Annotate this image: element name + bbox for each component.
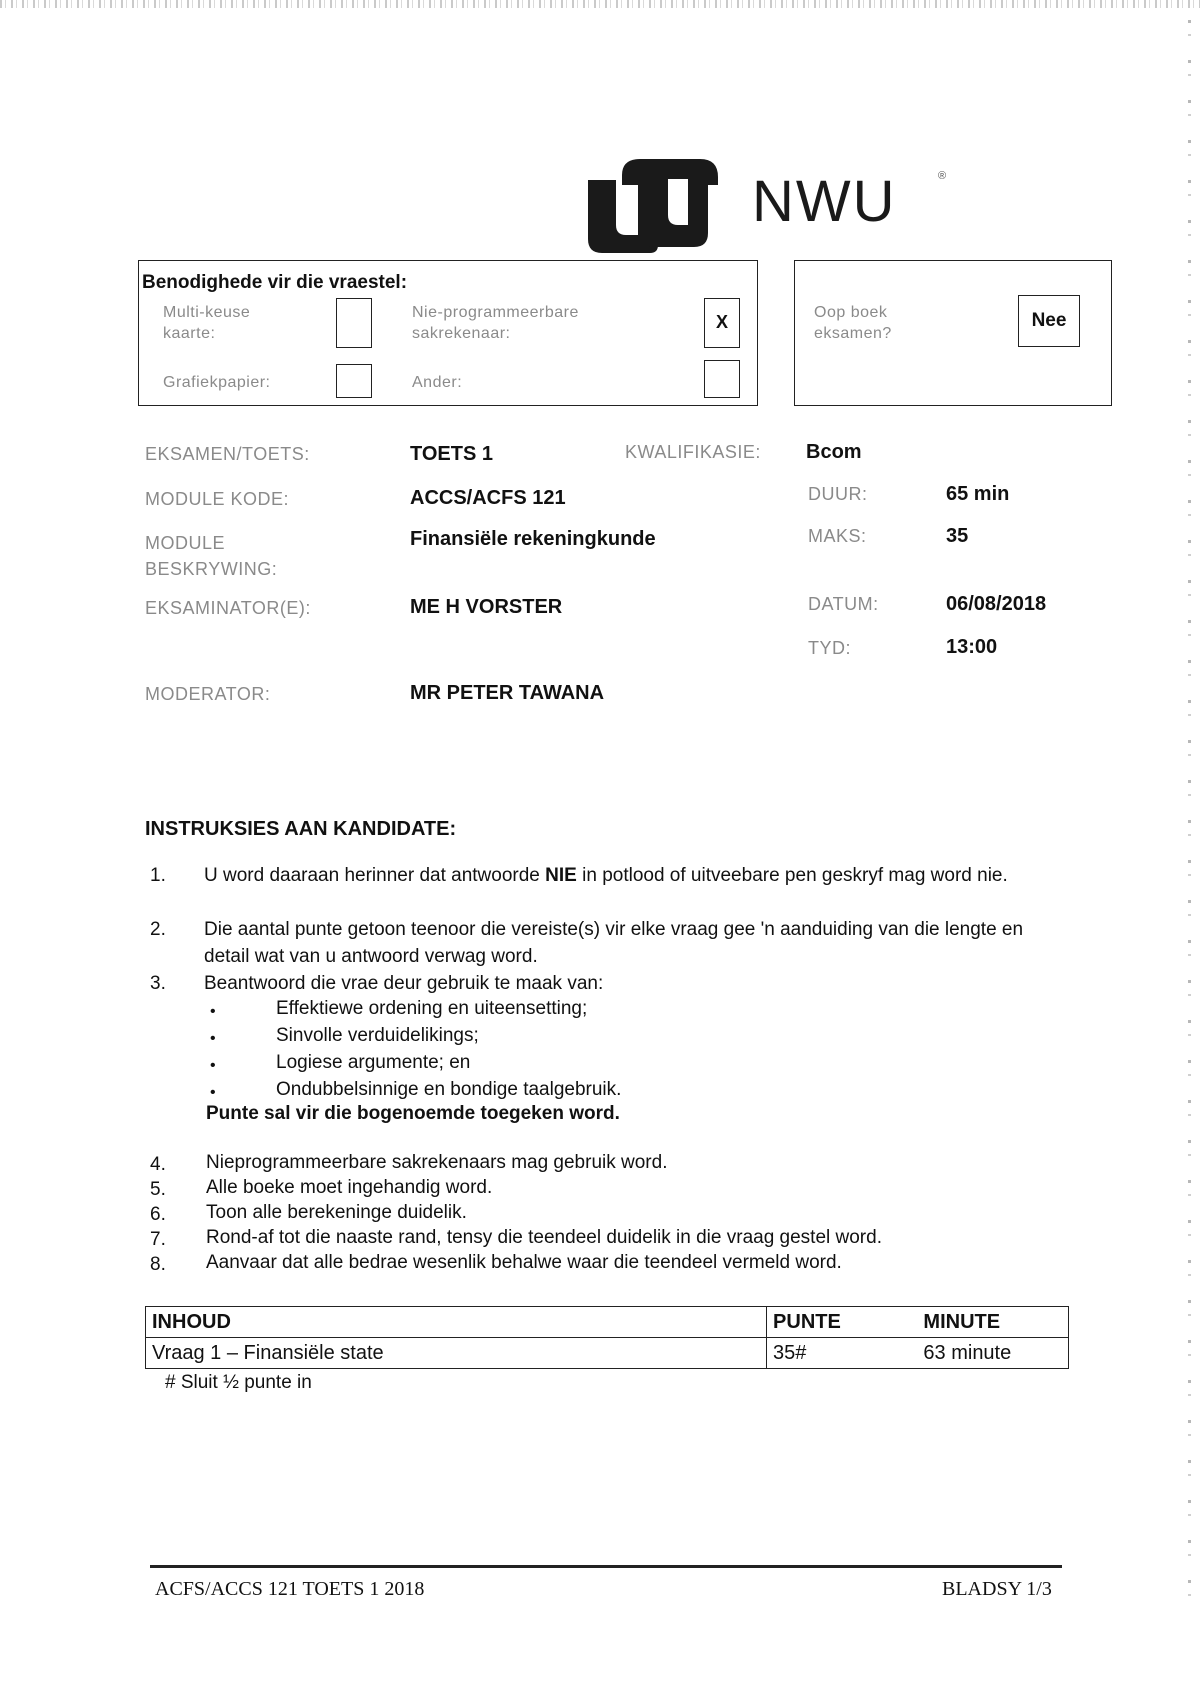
row-minutes: 63 minute	[917, 1338, 1068, 1369]
req-label-other: Ander:	[412, 374, 463, 391]
requirements-title: Benodighede vir die vraestel:	[142, 272, 408, 293]
not-emphasis: NIE	[545, 865, 577, 886]
instruction-item-1: U word daaraan herinner dat antwoorde NIE in potlood of uitveebare pen geskryf mag word nie.	[204, 865, 1008, 886]
exam-label: EKSAMEN/TOETS:	[145, 444, 310, 464]
instruction-item-8: Aanvaar dat alle bedrae wesenlik behalwe waar die teendeel vermeld word.	[206, 1252, 842, 1273]
req-label-graph-paper: Grafiekpapier:	[163, 374, 271, 391]
checkbox-calculator[interactable]: X	[704, 298, 740, 348]
instruction-item-6: Toon alle berekeninge duidelik.	[206, 1202, 467, 1223]
time-value: 13:00	[946, 636, 998, 658]
logo-text: NWU	[752, 169, 897, 234]
open-book-value: Nee	[1018, 295, 1080, 347]
registered-mark: ®	[938, 170, 947, 182]
scan-noise-right	[1188, 20, 1191, 1620]
instruction-item-7: Rond-af tot die naaste rand, tensy die teendeel duidelik in die vraag gestel word.	[206, 1227, 882, 1248]
moderator-value: MR PETER TAWANA	[410, 682, 605, 704]
instruction-item-3: Beantwoord die vrae deur gebruik te maak van:	[204, 973, 604, 994]
item-3-number: 3.	[150, 973, 166, 994]
bullet-note: Punte sal vir die bogenoemde toegeken word.	[206, 1103, 620, 1124]
instructions-title: INSTRUKSIES AAN KANDIDATE:	[145, 818, 457, 840]
examiner-value: ME H VORSTER	[410, 596, 563, 618]
req-label-calculator: Nie-programmeerbare sakrekenaar:	[412, 304, 579, 342]
footer-divider	[150, 1565, 1062, 1568]
checkbox-multiple-choice[interactable]	[336, 298, 372, 348]
item-1-number: 1.	[150, 865, 166, 886]
item-7-number: 7.	[150, 1229, 166, 1250]
item-2-number: 2.	[150, 919, 166, 940]
bullet-icon: •	[210, 1030, 216, 1047]
marks-label: MAKS:	[808, 526, 867, 546]
table-row	[146, 1338, 1069, 1369]
row-content: Vraag 1 – Finansiële state	[146, 1338, 767, 1369]
scan-noise-top	[0, 0, 1200, 8]
bullet-item-4: Ondubbelsinnige en bondige taalgebruik.	[276, 1079, 622, 1100]
open-book-label: Oop boek eksamen?	[814, 304, 892, 342]
bullet-icon: •	[210, 1003, 216, 1020]
examiner-label: EKSAMINATOR(E):	[145, 598, 311, 618]
checkbox-other[interactable]	[704, 360, 740, 398]
bullet-icon: •	[210, 1057, 216, 1074]
instruction-item-4: Nieprogrammeerbare sakrekenaars mag gebruik word.	[206, 1152, 668, 1173]
module-desc-label: MODULE BESKRYWING:	[145, 533, 278, 579]
item-6-number: 6.	[150, 1204, 166, 1225]
time-label: TYD:	[808, 638, 852, 658]
bullet-item-3: Logiese argumente; en	[276, 1052, 471, 1073]
item-4-number: 4.	[150, 1154, 166, 1175]
module-desc-value: Finansiële rekeningkunde	[410, 528, 656, 550]
footer-code: ACFS/ACCS 121 TOETS 1 2018	[155, 1578, 425, 1600]
req-label-multiple-choice: Multi-keuse kaarte:	[163, 304, 251, 342]
bullet-icon: •	[210, 1084, 216, 1101]
instruction-item-2: Die aantal punte getoon teenoor die vereiste(s) vir elke vraag gee 'n aanduiding van die lengte en detail wat van u antwoord verwag word.	[204, 919, 1024, 967]
duration-label: DUUR:	[808, 484, 868, 504]
exam-value: TOETS 1	[410, 443, 493, 465]
date-label: DATUM:	[808, 594, 879, 614]
checkbox-graph-paper[interactable]	[336, 364, 372, 398]
instruction-item-5: Alle boeke moet ingehandig word.	[206, 1177, 493, 1198]
module-code-value: ACCS/ACFS 121	[410, 487, 566, 509]
header-punte: PUNTE	[767, 1307, 918, 1338]
moderator-label: MODERATOR:	[145, 684, 271, 704]
duration-value: 65 min	[946, 483, 1010, 505]
table-header-row	[146, 1307, 1069, 1338]
contents-note: # Sluit ½ punte in	[165, 1372, 312, 1393]
footer-page-number: BLADSY 1/3	[942, 1578, 1052, 1600]
item-8-number: 8.	[150, 1254, 166, 1275]
bullet-item-2: Sinvolle verduidelikings;	[276, 1025, 479, 1046]
module-code-label: MODULE KODE:	[145, 489, 290, 509]
header-minute: MINUTE	[917, 1307, 1068, 1338]
marks-value: 35	[946, 525, 969, 547]
qualification-value: Bcom	[806, 441, 862, 463]
date-value: 06/08/2018	[946, 593, 1047, 615]
nwu-logo-icon	[578, 155, 728, 255]
contents-table	[145, 1306, 1069, 1369]
row-marks: 35#	[767, 1338, 918, 1369]
qualification-label: KWALIFIKASIE:	[625, 442, 761, 462]
header-inhoud: INHOUD	[146, 1307, 767, 1338]
item-5-number: 5.	[150, 1179, 166, 1200]
bullet-item-1: Effektiewe ordening en uiteensetting;	[276, 998, 588, 1019]
